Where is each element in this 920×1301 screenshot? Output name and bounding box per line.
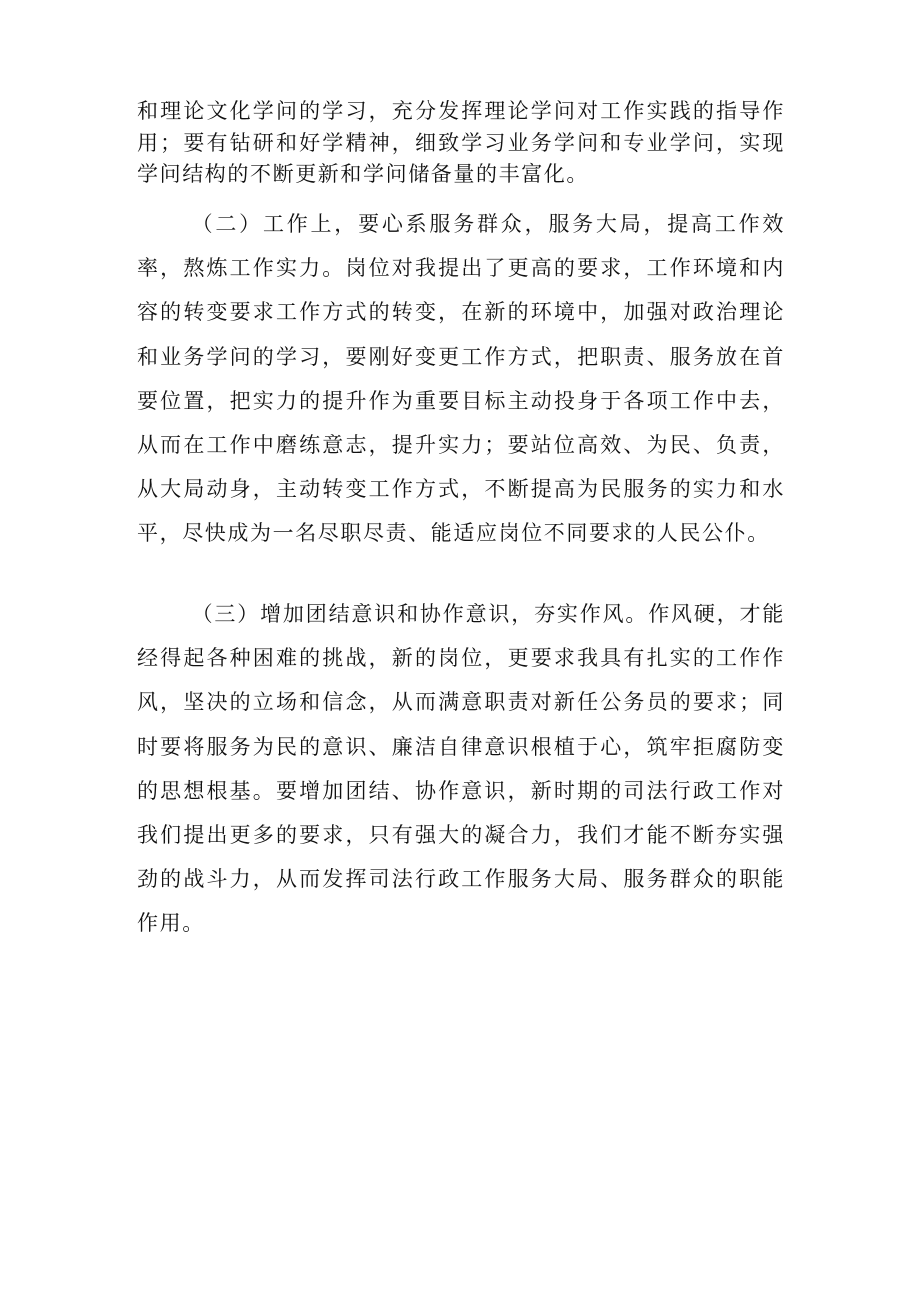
paragraph-section-3: （三）增加团结意识和协作意识，夯实作风。作风硬，才能经得起各种困难的挑战，新的岗位，更要求我具有扎实的工作作风，坚决的立场和信念，从而满意职责对新任公务员的要求；同时要将服务为民的意识、廉洁自律意识根植于心，筑牢拒腐防变的思想根基。要增加团结、协作意识，新时期的司法行政工作对我们提出更多的要求，只有强大的凝合力，我们才能不断夯实强劲的战斗力，从而发挥司法行政工作服务大局、服务群众的职能作用。 xyxy=(137,602,785,936)
paragraph-continued: 和理论文化学问的学习，充分发挥理论学问对工作实践的指导作用；要有钻研和好学精神，细致学习业务学问和专业学问，实现学问结构的不断更新和学问储备量的丰富化。 xyxy=(137,99,785,186)
paragraph-section-2: （二）工作上，要心系服务群众，服务大局，提高工作效率，熬炼工作实力。岗位对我提出了更高的要求，工作环境和内容的转变要求工作方式的转变，在新的环境中，加强对政治理论和业务学问的学习，要刚好变更工作方式，把职责、服务放在首要位置，把实力的提升作为重要目标主动投身于各项工作中去，从而在工作中磨练意志，提升实力；要站位高效、为民、负责，从大局动身，主动转变工作方式，不断提高为民服务的实力和水平，尽快成为一名尽职尽责、能适应岗位不同要求的人民公仆。 xyxy=(137,212,785,546)
